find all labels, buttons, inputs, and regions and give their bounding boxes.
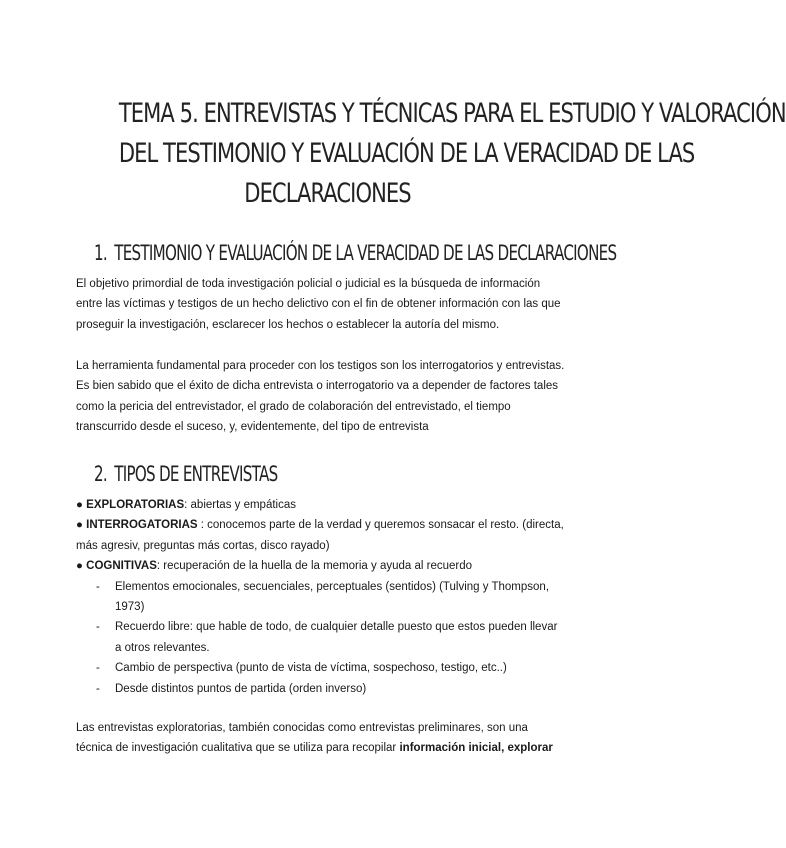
paragraph-line: entre las víctimas y testigos de un hecho delictivo con el fin de obtener información con las que <box>76 298 561 311</box>
section-2-title: TIPOS DE ENTREVISTAS <box>114 462 278 486</box>
title-line-3: DECLARACIONES <box>244 178 411 210</box>
title-line-1: TEMA 5. ENTREVISTAS Y TÉCNICAS PARA EL ESTUDIO Y VALORACIÓN <box>118 98 786 130</box>
paragraph-line: transcurrido desde el suceso, y, evidentemente, del tipo de entrevista <box>76 421 429 434</box>
section-1-paragraph-1 <box>76 274 586 335</box>
section-1-heading <box>94 241 616 265</box>
sub-item-line: a otros relevantes. <box>115 641 210 654</box>
list-item-interrogatorias <box>76 515 586 535</box>
sub-item-line: 1973) <box>115 601 145 614</box>
paragraph-text: técnica de investigación cualitativa que se utiliza para recopilar <box>76 742 400 755</box>
sub-list-item <box>76 577 586 618</box>
bullet-icon: ● <box>76 560 83 573</box>
section-1-title: TESTIMONIO Y EVALUACIÓN DE LA VERACIDAD DE LAS DECLARACIONES <box>114 241 617 265</box>
paragraph-bold-text: información inicial, explorar <box>399 742 553 755</box>
list-item-text: : abiertas y empáticas <box>184 499 296 511</box>
list-item-text: : recuperación de la huella de la memoria y ayuda al recuerdo <box>156 560 473 573</box>
sub-list-item <box>76 617 586 658</box>
section-2-heading <box>94 462 277 486</box>
list-item-term: INTERROGATORIAS <box>86 519 198 532</box>
sub-list-item <box>76 679 586 699</box>
dash-icon: - <box>96 580 100 593</box>
paragraph-line: proseguir la investigación, esclarecer los hechos o establecer la autoría del mismo. <box>76 318 500 331</box>
dash-icon: - <box>96 621 100 634</box>
interview-types-list <box>76 495 586 699</box>
sub-item-line: Desde distintos puntos de partida (orden inverso) <box>115 682 367 695</box>
sub-list-item <box>76 658 586 678</box>
paragraph-line <box>76 738 586 758</box>
document-title <box>118 94 786 214</box>
paragraph-line: como la pericia del entrevistador, el grado de colaboración del entrevistado, el tiempo <box>76 400 511 413</box>
list-item-term: EXPLORATORIAS <box>86 499 185 511</box>
list-item-text: : conocemos parte de la verdad y queremos sonsacar el resto. (directa, <box>197 519 564 532</box>
section-2-number: 2. <box>94 462 107 486</box>
closing-paragraph <box>76 718 586 759</box>
list-item-term: COGNITIVAS <box>86 560 157 573</box>
dash-icon: - <box>96 662 100 675</box>
sub-item-line: Cambio de perspectiva (punto de vista de víctima, sospechoso, testigo, etc..) <box>115 662 507 675</box>
paragraph-line: Es bien sabido que el éxito de dicha entrevista o interrogatorio va a depender de factores tales <box>76 380 559 393</box>
paragraph-line: El objetivo primordial de toda investigación policial o judicial es la búsqueda de información <box>76 278 541 290</box>
paragraph-line: Las entrevistas exploratorias, también conocidas como entrevistas preliminares, son una <box>76 722 528 734</box>
section-1-number: 1. <box>94 241 107 265</box>
bullet-icon: ● <box>76 499 83 511</box>
bullet-icon: ● <box>76 519 83 532</box>
title-line-2: DEL TESTIMONIO Y EVALUACIÓN DE LA VERACIDAD DE LAS <box>118 138 695 170</box>
sub-item-line: Elementos emocionales, secuenciales, perceptuales (sentidos) (Tulving y Thompson, <box>115 580 550 593</box>
dash-icon: - <box>96 682 100 695</box>
section-1-paragraph-2 <box>76 356 586 438</box>
list-item-continuation: más agresiv, preguntas más cortas, disco rayado) <box>76 539 330 552</box>
cognitive-subitems-list <box>76 577 586 699</box>
paragraph-line: La herramienta fundamental para proceder con los testigos son los interrogatorios y entrevistas. <box>76 360 565 372</box>
list-item-cognitivas <box>76 556 586 576</box>
sub-item-line: Recuerdo libre: que hable de todo, de cualquier detalle puesto que estos pueden llevar <box>115 621 558 634</box>
list-item-exploratorias <box>76 495 586 515</box>
